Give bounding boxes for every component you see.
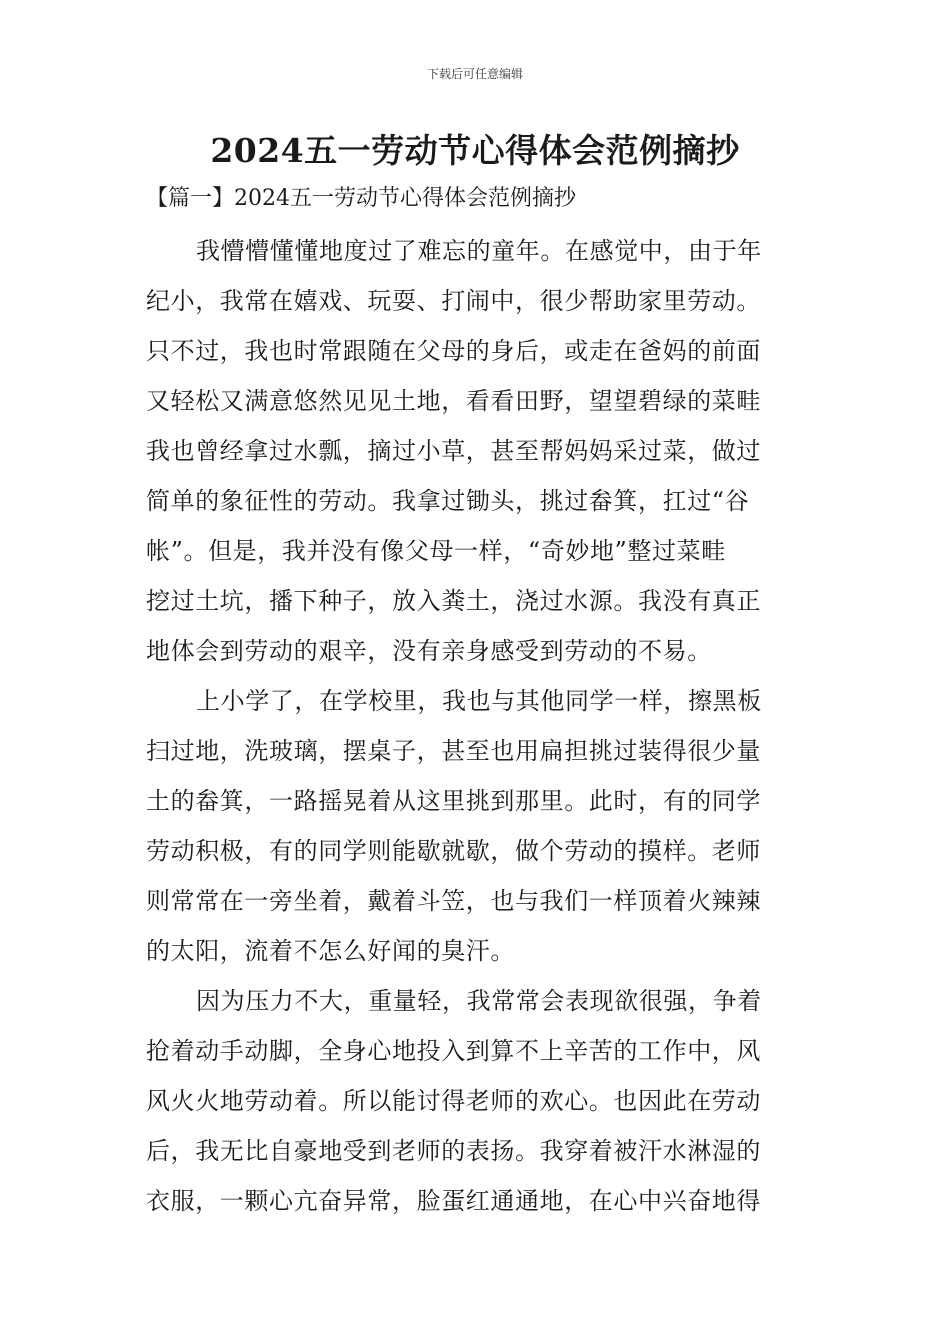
paragraph-line: 简单的象征性的劳动。我拿过锄头，挑过畚箕，扛过“谷: [146, 487, 750, 515]
paragraph-line: 帐”。但是，我并没有像父母一样，“奇妙地”整过菜畦: [146, 537, 726, 565]
paragraph-line: 因为压力不大，重量轻，我常常会表现欲很强，争着: [196, 987, 762, 1015]
section-heading: 【篇一】2024五一劳动节心得体会范例摘抄: [146, 186, 576, 211]
document-body: [146, 226, 811, 1226]
paragraph-line: 我懵懵懂懂地度过了难忘的童年。在感觉中，由于年: [196, 237, 762, 265]
paragraph-3: [146, 976, 811, 1226]
document-title: 2024五一劳动节心得体会范例摘抄: [210, 131, 740, 170]
paragraph-line: 扫过地，洗玻璃，摆桌子，甚至也用扁担挑过装得很少量: [146, 737, 761, 765]
paragraph-1: [146, 226, 811, 676]
paragraph-line: 劳动积极，有的同学则能歇就歇，做个劳动的摸样。老师: [146, 837, 761, 865]
paragraph-line: 地体会到劳动的艰辛，没有亲身感受到劳动的不易。: [146, 637, 712, 665]
header-note: 下载后可任意编辑: [426, 67, 523, 81]
paragraph-line: 衣服，一颗心亢奋异常，脸蛋红通通地，在心中兴奋地得: [146, 1187, 761, 1215]
paragraph-line: 风火火地劳动着。所以能讨得老师的欢心。也因此在劳动: [146, 1087, 761, 1115]
paragraph-2: [146, 676, 811, 976]
paragraph-line: 抢着动手动脚，全身心地投入到算不上辛苦的工作中，风: [146, 1037, 761, 1065]
paragraph-line: 上小学了，在学校里，我也与其他同学一样，擦黑板: [196, 687, 762, 715]
paragraph-line: 则常常在一旁坐着，戴着斗笠，也与我们一样顶着火辣辣: [146, 887, 761, 915]
paragraph-line: 的太阳，流着不怎么好闻的臭汗。: [146, 937, 515, 965]
paragraph-line: 土的畚箕，一路摇晃着从这里挑到那里。此时，有的同学: [146, 787, 761, 815]
paragraph-line: 只不过，我也时常跟随在父母的身后，或走在爸妈的前面: [146, 337, 761, 365]
paragraph-line: 又轻松又满意悠然见见土地，看看田野，望望碧绿的菜畦: [146, 387, 761, 415]
paragraph-line: 挖过土坑，播下种子，放入粪土，浇过水源。我没有真正: [146, 587, 761, 615]
paragraph-line: 我也曾经拿过水瓢，摘过小草，甚至帮妈妈采过菜，做过: [146, 437, 761, 465]
paragraph-line: 纪小，我常在嬉戏、玩耍、打闹中，很少帮助家里劳动。: [146, 287, 761, 315]
paragraph-line: 后，我无比自豪地受到老师的表扬。我穿着被汗水淋湿的: [146, 1137, 761, 1165]
